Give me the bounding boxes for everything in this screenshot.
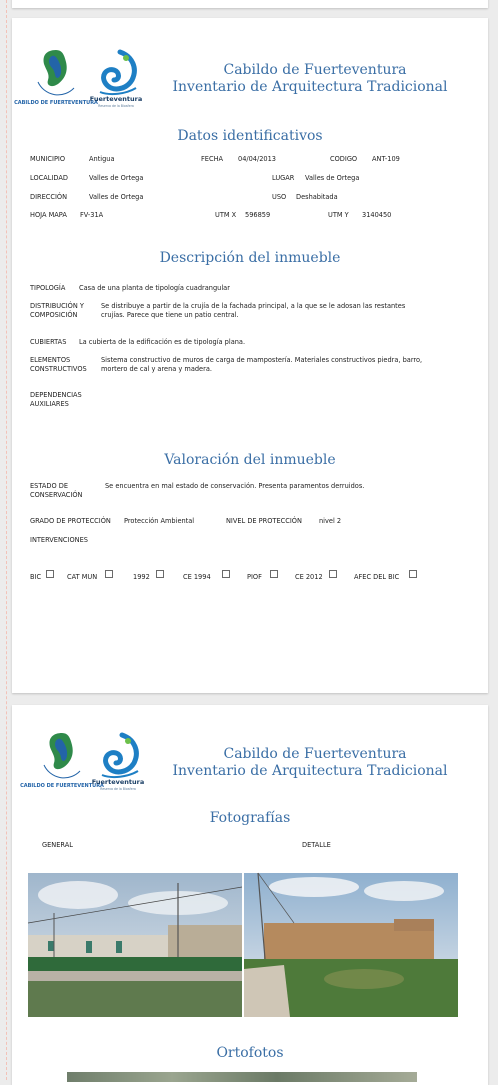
localidad-label: LOCALIDAD [30,174,68,182]
estado-value: Se encuentra en mal estado de conservación. Presenta paramentos derruidos. [105,482,365,490]
check-label-cat-mun: CAT MUN [67,573,98,581]
fuerteventura-logo-page2 [88,731,148,795]
elementos-label-line2: CONSTRUCTIVOS [30,365,87,373]
fuerteventura-logo-subtext-page2: Reserva de la Biosfera [100,787,136,791]
distribucion-label-line2: COMPOSICIÓN [30,311,78,319]
hoja-mapa-value: FV-31A [80,211,104,219]
lugar-value: Valles de Ortega [305,174,360,182]
header-org-page2: Cabildo de Fuerteventura [223,746,407,762]
grado-proteccion-label: GRADO DE PROTECCIÓN [30,517,111,525]
fecha-value: 04/04/2013 [238,155,277,163]
section-title-descripcion: Descripción del inmueble [159,250,341,266]
distribucion-value-line2: crujías. Parece que tiene un patio central. [101,311,239,319]
nivel-proteccion-value: nivel 2 [319,517,342,525]
photo-label-detalle: DETALLE [302,841,331,849]
estado-label-line1: ESTADO DE [30,482,68,490]
hoja-mapa-label: HOJA MAPA [30,211,67,219]
checkbox-bic[interactable] [46,570,54,578]
grado-proteccion-value: Protección Ambiental [124,517,195,525]
cubiertas-value: La cubierta de la edificación es de tipología plana. [79,338,246,346]
header-org: Cabildo de Fuerteventura [223,62,407,78]
checkbox-cat-mun[interactable] [105,570,113,578]
section-title-datos: Datos identificativos [177,128,323,144]
ortofoto-image [67,1072,417,1082]
photo-detalle [244,873,458,1017]
fuerteventura-logo-text-page2: Fuerteventura [91,778,145,786]
check-label-piof: PIOF [247,573,262,581]
lugar-label: LUGAR [272,174,295,182]
cabildo-logo-text-page2: CABILDO DE FUERTEVENTURA [20,783,104,789]
photo-label-general: GENERAL [42,841,73,849]
cabildo-logo [14,44,98,108]
dependencias-label-line2: AUXILIARES [30,400,69,408]
elementos-label-line1: ELEMENTOS [30,356,71,364]
municipio-value: Antigua [89,155,115,163]
distribucion-value-line1: Se distribuye a partir de la crujía de la fachada principal, a la que se le adosan las restantes [101,302,406,310]
fuerteventura-logo-text: Fuerteventura [89,95,143,103]
section-title-valoracion: Valoración del inmueble [164,452,336,468]
tipologia-label: TIPOLOGÍA [30,284,66,292]
document-page-2 [12,705,488,1085]
checkbox-piof[interactable] [270,570,278,578]
nivel-proteccion-label: NIVEL DE PROTECCIÓN [226,517,302,525]
utmx-value: 596859 [245,211,271,219]
check-label-afec-del-bic: AFEC DEL BIC [354,573,400,581]
fecha-label: FECHA [201,155,224,163]
localidad-value: Valles de Ortega [89,174,144,182]
header-subtitle: Inventario de Arquitectura Tradicional [172,79,448,95]
checkbox-1992[interactable] [156,570,164,578]
elementos-value-line1: Sistema constructivo de muros de carga de mampostería. Materiales constructivos piedra, barro, [101,356,423,364]
codigo-label: CODIGO [330,155,358,163]
photo-general [28,873,242,1017]
direccion-label: DIRECCIÓN [30,193,68,201]
check-label-bic: BIC [30,573,42,581]
utmy-label: UTM Y [328,211,349,219]
direccion-value: Valles de Ortega [89,193,144,201]
checkbox-ce-2012[interactable] [329,570,337,578]
codigo-value: ANT-109 [372,155,400,163]
distribucion-label-line1: DISTRIBUCIÓN Y [30,302,84,310]
fuerteventura-logo-subtext: Reserva de la Biosfera [98,104,134,108]
municipio-label: MUNICIPIO [30,155,66,163]
uso-label: USO [272,193,287,201]
fuerteventura-logo [86,48,146,112]
previous-page-edge [12,0,488,8]
document-page-1 [12,18,488,693]
section-title-fotografias: Fotografías [209,810,291,826]
check-label-ce-2012: CE 2012 [295,573,323,581]
check-label-1992: 1992 [133,573,150,581]
cabildo-logo-page2 [20,727,104,791]
check-label-ce-1994: CE 1994 [183,573,211,581]
checkbox-afec-del-bic[interactable] [409,570,417,578]
intervenciones-label: INTERVENCIONES [30,536,88,544]
uso-value: Deshabitada [296,193,338,201]
header-subtitle-page2: Inventario de Arquitectura Tradicional [172,763,448,779]
checkbox-ce-1994[interactable] [222,570,230,578]
section-title-ortofotos: Ortofotos [216,1045,284,1061]
cabildo-logo-text: CABILDO DE FUERTEVENTURA [14,100,98,106]
dependencias-label-line1: DEPENDENCIAS [30,391,82,399]
estado-label-line2: CONSERVACIÓN [30,491,83,499]
page-margin-guide [6,0,7,1080]
utmx-label: UTM X [215,211,237,219]
cubiertas-label: CUBIERTAS [30,338,67,346]
tipologia-value: Casa de una planta de tipología cuadrangular [79,284,230,292]
elementos-value-line2: mortero de cal y arena y madera. [101,365,212,373]
utmy-value: 3140450 [362,211,392,219]
